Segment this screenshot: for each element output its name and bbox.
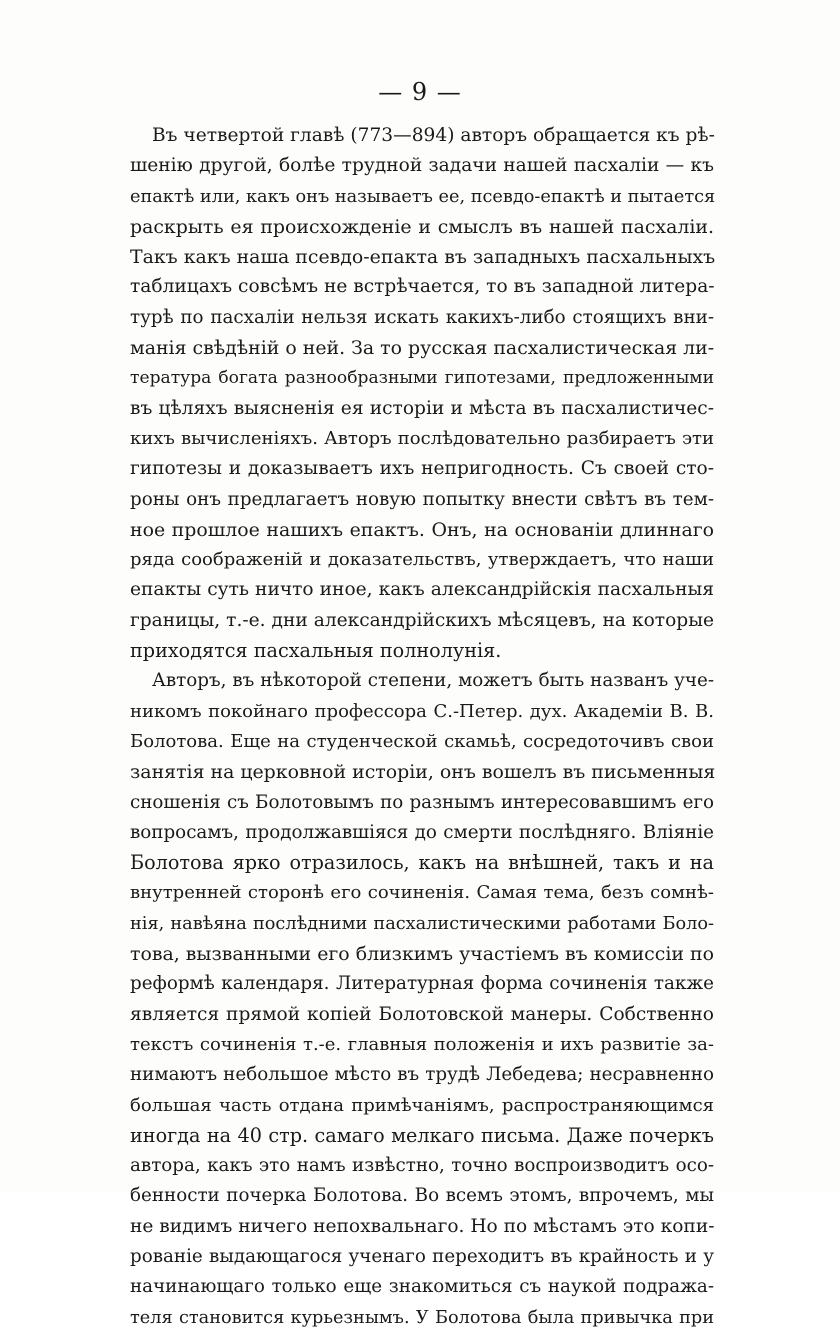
text-line: никомъ покойнаго профессора С.-Петер. дух. Академіи В. В. [130,700,714,722]
text-line: Такъ какъ наша псевдо-епакта въ западныхъ пасхальныхъ [130,246,716,269]
text-line: нія, навѣяна послѣдними пасхалистическими работами Боло- [130,913,714,934]
text-line: манія свѣдѣній о ней. За то русская пасхалистическая ли- [130,337,715,360]
text-line: таблицахъ совсѣмъ не встрѣчается, то въ западной литера- [130,276,715,298]
text-line: шенію другой, болѣе трудной задачи нашей пасхаліи — къ [130,155,714,177]
text-line: приходятся пасхальныя полнолунія. [130,639,502,663]
text-line: теля становится курьезнымъ. У Болотова была привычка при [130,1307,714,1328]
text-line: текстъ сочиненія т.-е. главныя положенія и ихъ развитіе за- [130,1033,714,1055]
text-line: гипотезы и доказываетъ ихъ непригодность. Съ своей сто- [130,458,714,480]
text-line: въ цѣляхъ выясненія ея исторіи и мѣста въ пасхалистичес- [130,397,714,419]
text-line: является прямой копіей Болотовской манеры. Собственно [130,1003,714,1025]
text-line: ряда соображеній и доказательствъ, утверждаетъ, что наши [130,549,714,571]
text-line: занятія на церковной исторіи, онъ вошелъ въ письменныя [130,761,716,784]
text-line: большая часть отдана примѣчаніямъ, распространяющимся [130,1094,714,1116]
text-line: тература богата разнообразными гипотезами, предложенными [130,368,714,389]
paragraph [130,666,714,1333]
page-number: — 9 — [378,78,462,106]
text-line: Болотова ярко отразилось, какъ на внѣшней, такъ и на [130,851,714,875]
text-line: иногда на 40 стр. самаго мелкаго письма. Даже почеркъ [130,1123,714,1147]
text-line: Въ четвертой главѣ (773—894) авторъ обращается къ рѣ- [152,125,715,146]
text-line: ное прошлое нашихъ епактъ. Онъ, на основаніи длиннаго [130,518,714,541]
text-line: раскрыть ея происхожденіе и смыслъ въ нашей пасхаліи. [130,215,714,238]
text-line: роны онъ предлагаетъ новую попытку внести свѣтъ въ тем- [130,488,714,510]
text-line: начинающаго только еще знакомиться съ наукой подража- [130,1276,714,1298]
text-line: това, вызванными его близкимъ участіемъ въ комиссіи по [130,943,714,966]
body-text [130,121,714,1333]
text-line: вопросамъ, продолжавшіяся до смерти послѣдняго. Вліяніе [130,821,714,843]
text-line: границы, т.-е. дни александрійскихъ мѣсяцевъ, на которые [130,609,714,631]
paragraph [130,121,714,666]
text-line: внутренней сторонѣ его сочиненія. Самая тема, безъ сомнѣ- [130,882,714,904]
text-line: епакты суть ничто иное, какъ александрійскія пасхальныя [130,579,714,601]
text-line: нимаютъ небольшое мѣсто въ трудѣ Лебедева; несравненно [130,1064,714,1086]
text-line: реформѣ календаря. Литературная форма сочиненія также [130,973,714,995]
text-line: автора, какъ это намъ извѣстно, точно воспроизводитъ осо- [130,1155,714,1177]
text-line: не видимъ ничего непохвальнаго. Но по мѣстамъ это копи- [130,1215,715,1237]
text-line: сношенія съ Болотовымъ по разнымъ интересовавшимъ его [130,791,714,813]
text-line: бенности почерка Болотова. Во всемъ этомъ, впрочемъ, мы [130,1185,714,1207]
text-line: Болотова. Еще на студенческой скамьѣ, сосредоточивъ свои [130,730,714,752]
text-line: рованіе выдающагося ученаго переходитъ въ крайность и у [130,1245,714,1267]
text-line: епактѣ или, какъ онъ называетъ ее, псевдо-епактѣ и пытается [130,186,716,207]
text-line: турѣ по пасхаліи нельзя искать какихъ-либо стоящихъ вни- [130,306,714,328]
text-line: кихъ вычисленіяхъ. Авторъ послѣдовательно разбираетъ эти [130,427,714,449]
text-line: Авторъ, въ нѣкоторой степени, можетъ быть названъ уче- [152,670,714,692]
